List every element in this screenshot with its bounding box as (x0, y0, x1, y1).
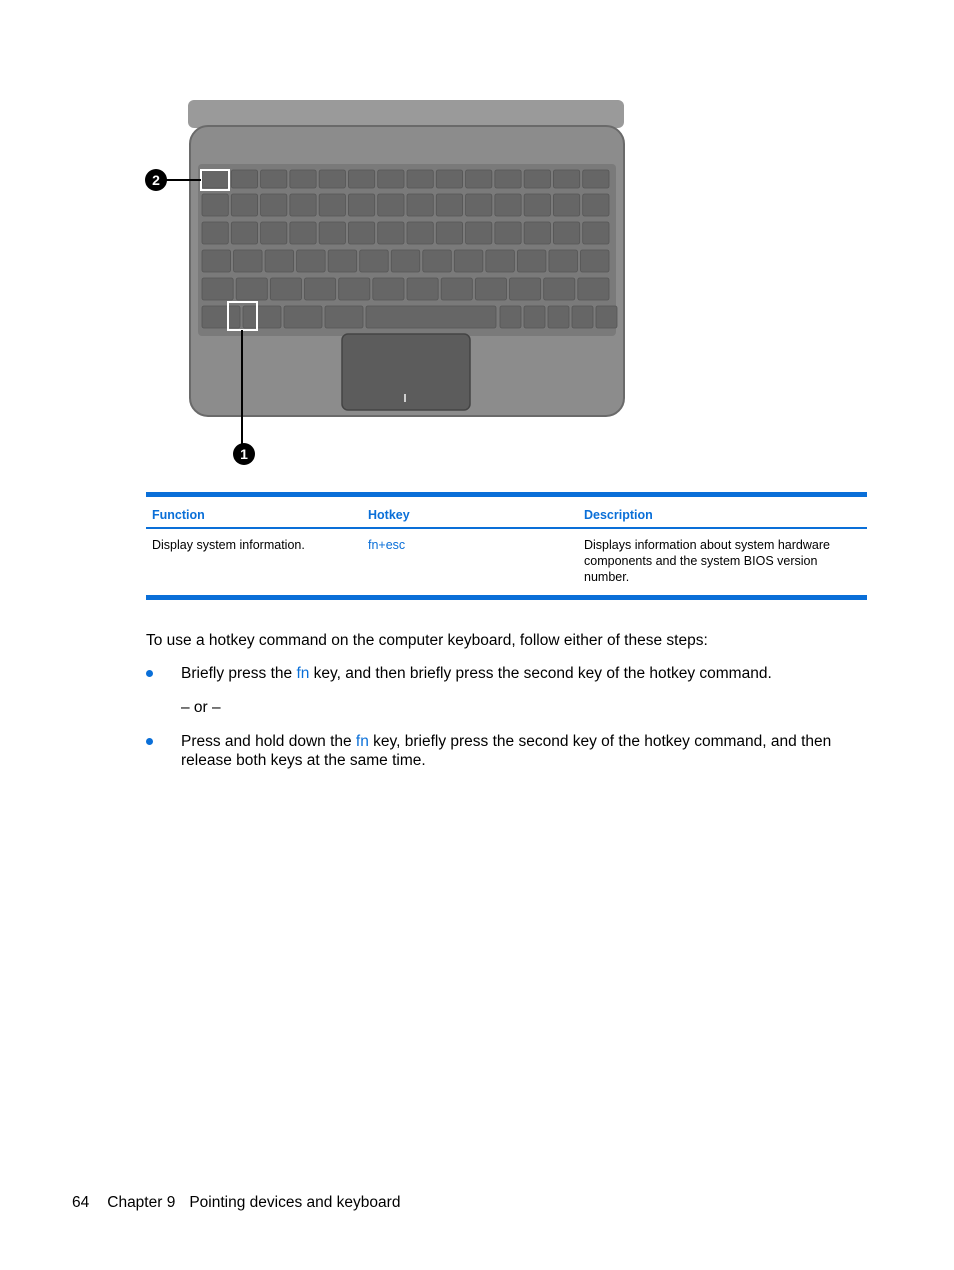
keyboard-key (549, 250, 578, 272)
keyboard-key (391, 250, 420, 272)
header-description: Description (584, 508, 653, 522)
chapter-label: Chapter 9 (107, 1194, 176, 1211)
keyboard-key (466, 222, 492, 244)
hotkey-table (146, 492, 867, 600)
keyboard-key (202, 170, 228, 188)
header-hotkey: Hotkey (368, 508, 410, 522)
keyboard-key (202, 194, 228, 216)
keyboard-key (261, 222, 287, 244)
bullet-item-1 (146, 664, 867, 683)
keyboard-key (407, 278, 438, 300)
callout-1-number: 1 (240, 446, 248, 462)
cell-description: Displays information about system hardware components and the system BIOS version number. (584, 538, 830, 584)
keyboard-key (423, 250, 452, 272)
keyboard-key (339, 278, 370, 300)
keyboard-key (495, 170, 521, 188)
keyboard-key (319, 194, 345, 216)
keyboard-key (407, 170, 433, 188)
cell-hotkey: fn+esc (368, 538, 406, 552)
keyboard-key (284, 306, 322, 328)
keyboard-key (305, 278, 336, 300)
keyboard-key (236, 278, 267, 300)
keyboard-key (378, 194, 404, 216)
keyboard-key (517, 250, 546, 272)
keyboard-key (366, 306, 496, 328)
keyboard-key (319, 222, 345, 244)
page-number: 64 (72, 1194, 90, 1211)
table-row (146, 529, 867, 595)
keyboard-key (202, 222, 228, 244)
bullet-text-2 (181, 732, 867, 770)
keyboard-key (231, 222, 257, 244)
callout-2-number: 2 (152, 172, 160, 188)
keyboard-key (436, 170, 462, 188)
keyboard-key (265, 250, 294, 272)
keyboard-key (544, 278, 575, 300)
keyboard-key (596, 306, 617, 328)
keyboard-key (231, 194, 257, 216)
keyboard-key (348, 222, 374, 244)
page-footer (72, 1193, 418, 1212)
keyboard-key (234, 250, 263, 272)
lid-edge (188, 100, 624, 128)
keyboard-key (553, 222, 579, 244)
keyboard-key (202, 250, 231, 272)
bullet-dot-icon (146, 670, 153, 677)
keyboard-key (486, 250, 515, 272)
keyboard-key (441, 278, 472, 300)
keyboard-key (583, 194, 609, 216)
keyboard-key (270, 278, 301, 300)
keyboard-key (553, 170, 579, 188)
keyboard-key (290, 222, 316, 244)
keyboard-key (378, 222, 404, 244)
bullet-2-key: fn (355, 733, 369, 750)
keyboard-key (261, 170, 287, 188)
keyboard-key (328, 250, 357, 272)
intro-paragraph: To use a hotkey command on the computer keyboard, follow either of these steps: (146, 632, 708, 649)
keyboard-key (407, 222, 433, 244)
keyboard-key (261, 194, 287, 216)
keyboard-key (348, 170, 374, 188)
keyboard-key (495, 222, 521, 244)
keyboard-key (524, 222, 550, 244)
keyboard-key (495, 194, 521, 216)
table-header-row (146, 497, 867, 527)
bullet-2-pre: Press and hold down the (181, 733, 356, 750)
keyboard-key (290, 170, 316, 188)
keyboard-key (583, 170, 609, 188)
keyboard-key (580, 250, 609, 272)
keyboard-key (325, 306, 363, 328)
keyboard-key (510, 278, 541, 300)
keyboard-key (548, 306, 569, 328)
keyboard-key (524, 306, 545, 328)
keyboard-key (243, 306, 281, 328)
keyboard-key (378, 170, 404, 188)
bullet-1-pre: Briefly press the (181, 665, 297, 682)
bullet-1-key: fn (296, 665, 310, 682)
keyboard-key (436, 194, 462, 216)
keyboard-key (348, 194, 374, 216)
keyboard-key (500, 306, 521, 328)
bullet-1-post: key, and then briefly press the second key of the hotkey command. (309, 665, 772, 682)
bullet-2-post: key, briefly press the second key of the hotkey command, and then release both keys at the same time. (181, 733, 832, 769)
keyboard-key (583, 222, 609, 244)
header-function: Function (152, 508, 205, 522)
keyboard-key (466, 194, 492, 216)
table-rule-bottom (146, 595, 867, 600)
keyboard-key (407, 194, 433, 216)
keyboard-key (231, 170, 257, 188)
keyboard-illustration (138, 96, 638, 471)
cell-function: Display system information. (152, 538, 305, 552)
keyboard-key (436, 222, 462, 244)
keyboard-key (297, 250, 326, 272)
keyboard-key (578, 278, 609, 300)
keyboard-key (360, 250, 389, 272)
bullet-item-2 (146, 732, 867, 770)
keyboard-key (524, 170, 550, 188)
keyboard-key (572, 306, 593, 328)
keyboard-key (290, 194, 316, 216)
touchpad-marker (404, 394, 406, 402)
chapter-title: Pointing devices and keyboard (189, 1194, 401, 1211)
keyboard-key (202, 278, 233, 300)
keyboard-key (319, 170, 345, 188)
bullet-dot-icon (146, 738, 153, 745)
keyboard-figure (138, 96, 638, 471)
keyboard-key (553, 194, 579, 216)
bullet-text-1 (181, 664, 867, 683)
keyboard-key (202, 306, 240, 328)
keyboard-key (373, 278, 404, 300)
keyboard-key (454, 250, 483, 272)
keyboard-key (475, 278, 506, 300)
keyboard-key (466, 170, 492, 188)
or-separator: – or – (181, 699, 221, 716)
keyboard-key (524, 194, 550, 216)
